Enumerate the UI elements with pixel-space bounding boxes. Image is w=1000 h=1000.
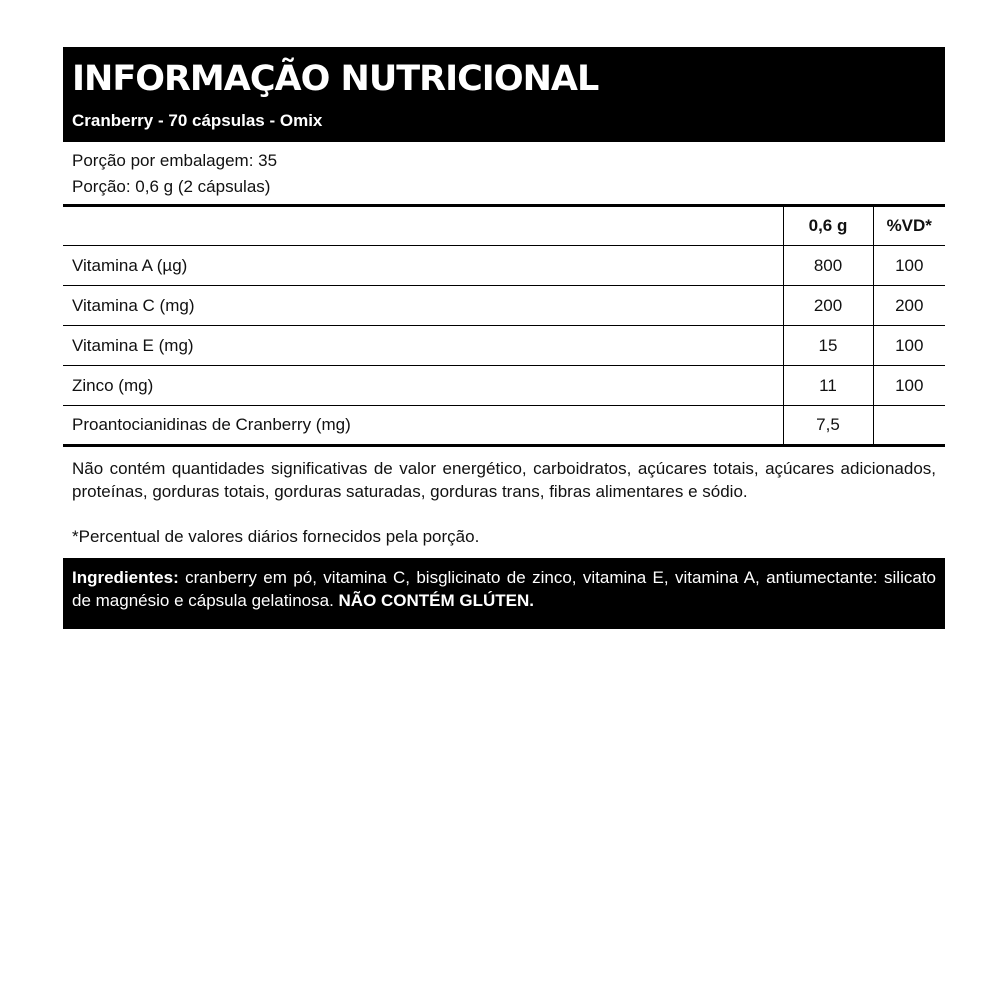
nutrient-quantity: 200 xyxy=(783,286,873,326)
ingredients-box xyxy=(63,558,945,629)
label-title: INFORMAÇÃO NUTRICIONAL xyxy=(72,59,599,99)
gluten-warning: NÃO CONTÉM GLÚTEN. xyxy=(338,591,535,610)
nutrient-name: Vitamina E (mg) xyxy=(63,326,783,366)
nutrient-quantity: 800 xyxy=(783,246,873,286)
nutrition-label xyxy=(63,47,945,629)
ingredients-list: cranberry em pó, vitamina C, bisglicinato de zinco, vitamina E, vitamina A, antiumectante: silicato de magnésio e cápsula gelatinosa. xyxy=(72,568,936,610)
column-header-portion: 0,6 g xyxy=(783,206,873,246)
nutrient-name: Zinco (mg) xyxy=(63,366,783,406)
table-row xyxy=(63,406,945,446)
nutrient-quantity: 15 xyxy=(783,326,873,366)
nutrient-daily-value: 100 xyxy=(873,246,945,286)
nutrient-name: Vitamina A (µg) xyxy=(63,246,783,286)
serving-size: Porção: 0,6 g (2 cápsulas) xyxy=(72,177,271,196)
label-header xyxy=(63,47,945,142)
table-row xyxy=(63,326,945,366)
table-header-row xyxy=(63,206,945,246)
table-row xyxy=(63,366,945,406)
column-header-nutrient xyxy=(63,206,783,246)
nutrient-quantity: 7,5 xyxy=(783,406,873,446)
servings-per-package: Porção por embalagem: 35 xyxy=(72,151,278,170)
table-row xyxy=(63,286,945,326)
insignificant-nutrients-note: Não contém quantidades significativas de valor energético, carboidratos, açúcares totais, açúcares adicionados, proteínas, gorduras totais, gorduras saturadas, gorduras trans, fibras alimentares e sódio. xyxy=(72,459,936,501)
nutrient-daily-value: 100 xyxy=(873,366,945,406)
column-header-dv: %VD* xyxy=(873,206,945,246)
nutrient-daily-value: 200 xyxy=(873,286,945,326)
ingredients-label: Ingredientes: xyxy=(72,568,179,587)
daily-value-disclaimer: *Percentual de valores diários fornecidos pela porção. xyxy=(72,527,480,546)
nutrition-table xyxy=(63,204,945,447)
table-row xyxy=(63,246,945,286)
nutrient-name: Proantocianidinas de Cranberry (mg) xyxy=(72,415,351,434)
nutrient-name: Vitamina C (mg) xyxy=(63,286,783,326)
label-notes xyxy=(63,447,945,548)
nutrient-quantity: 11 xyxy=(783,366,873,406)
product-subtitle: Cranberry - 70 cápsulas - Omix xyxy=(72,111,323,130)
nutrient-daily-value: 100 xyxy=(873,326,945,366)
serving-info xyxy=(63,142,945,204)
nutrient-daily-value xyxy=(873,406,945,446)
